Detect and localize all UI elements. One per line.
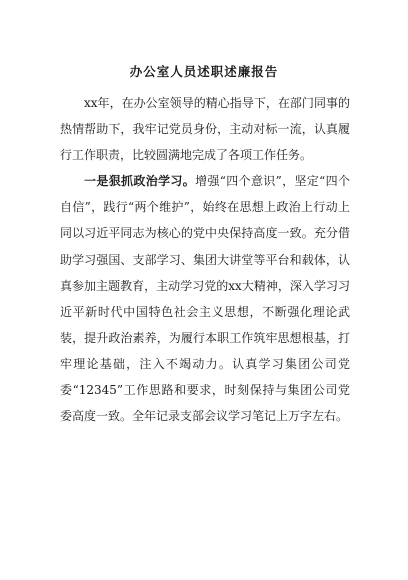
paragraph-lead-heading: 一是狠抓政治学习。 — [84, 174, 196, 189]
document-title: 办公室人员述职述廉报告 — [129, 64, 279, 79]
paragraph-political-study — [60, 168, 350, 429]
document-body — [60, 90, 350, 429]
paragraph-intro — [60, 90, 350, 168]
paragraph-political-study-text: 增强“四个意识”，坚定“四个自信”，践行“两个维护”，始终在思想上政治上行动上同以习近平同志为核心的党中央保持高度一致。充分借助学习强国、支部学习、集团大讲堂等平台和载体，认真参加主题教育，主动学习党的xx大精神，深入学习习近平新时代中国特色社会主义思想，不断强化理论武装，提升政治素养，为履行本职工作筑牢思想根基，打牢理论基础，注入不竭动力。认真学习集团公司党委“12345”工作思路和要求，时刻保持与集团公司党委高度一致。全年记录支部会议学习笔记上万字左右。 — [60, 174, 350, 424]
paragraph-intro-text: xx年，在办公室领导的精心指导下，在部门同事的热情帮助下，我牢记党员身份，主动对标一流，认真履行工作职责，比较圆满地完成了各项工作任务。 — [60, 96, 350, 163]
